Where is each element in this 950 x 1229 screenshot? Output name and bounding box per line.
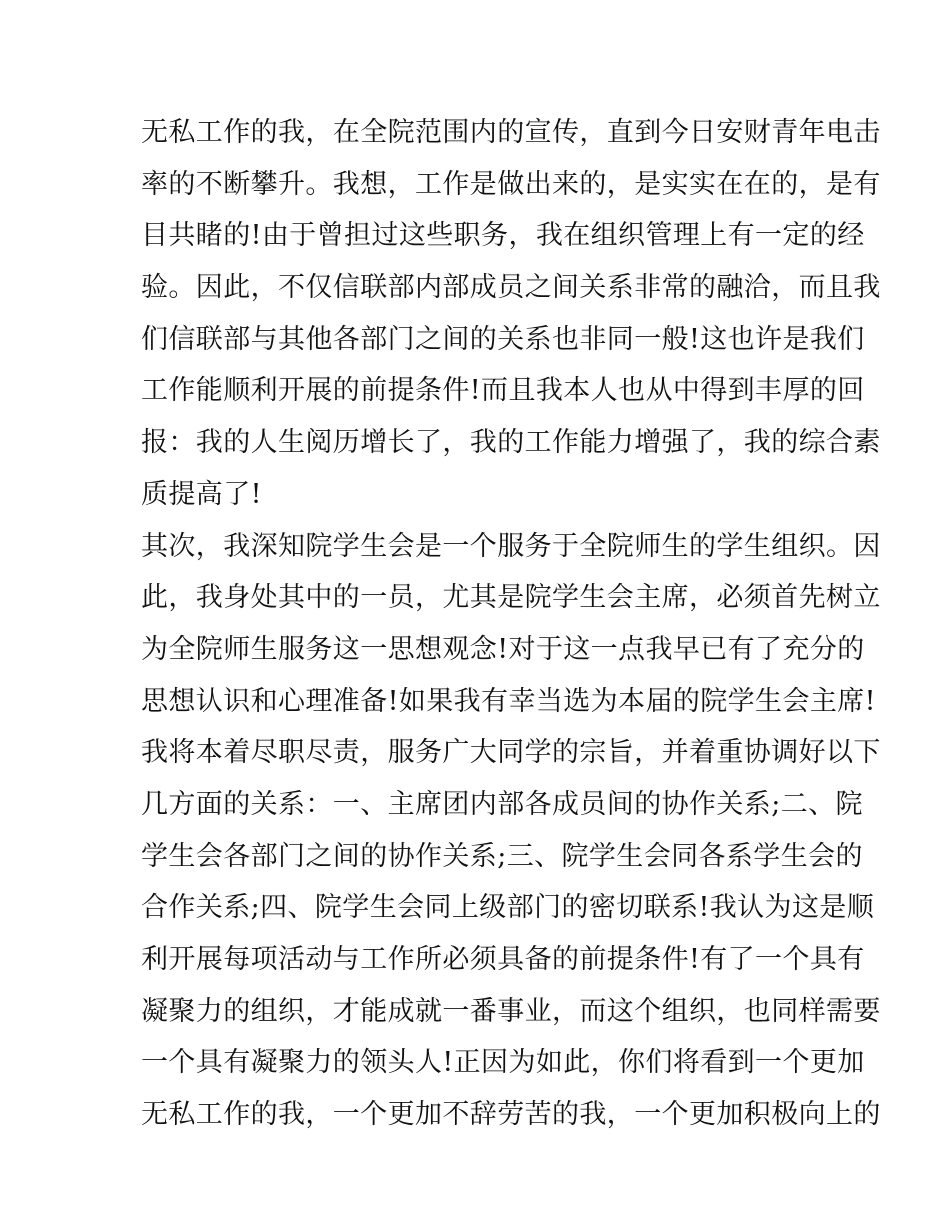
text-line: 其次，我深知院学生会是一个服务于全院师生的学生组织。因 xyxy=(141,530,881,562)
text-line: 合作关系;四、院学生会同上级部门的密切联系!我认为这是顺 xyxy=(141,892,875,924)
text-line: 思想认识和心理准备!如果我有幸当选为本届的院学生会主席! xyxy=(141,685,876,717)
text-line: 目共睹的!由于曾担过这些职务，我在组织管理上有一定的经 xyxy=(141,220,865,252)
text-line: 我将本着尽职尽责，服务广大同学的宗旨，并着重协调好以下 xyxy=(141,737,881,769)
text-line: 一个具有凝聚力的领头人!正因为如此，你们将看到一个更加 xyxy=(141,1047,865,1079)
text-line: 率的不断攀升。我想，工作是做出来的，是实实在在的，是有 xyxy=(141,168,881,200)
text-line: 报：我的人生阅历增长了，我的工作能力增强了，我的综合素 xyxy=(141,427,881,459)
text-line: 为全院师生服务这一思想观念!对于这一点我早已有了充分的 xyxy=(141,633,865,665)
text-line: 们信联部与其他各部门之间的关系也非同一般!这也许是我们 xyxy=(141,323,865,355)
text-line: 凝聚力的组织，才能成就一番事业，而这个组织，也同样需要 xyxy=(141,995,881,1027)
text-line: 无私工作的我，在全院范围内的宣传，直到今日安财青年电击 xyxy=(141,117,881,148)
text-line: 无私工作的我，一个更加不辞劳苦的我，一个更加积极向上的 xyxy=(141,1099,881,1131)
text-line: 学生会各部门之间的协作关系;三、院学生会同各系学生会的 xyxy=(141,840,863,872)
text-line: 几方面的关系：一、主席团内部各成员间的协作关系;二、院 xyxy=(141,788,863,820)
text-line: 验。因此，不仅信联部内部成员之间关系非常的融洽，而且我 xyxy=(141,272,881,304)
text-line: 利开展每项活动与工作所必须具备的前提条件!有了一个具有 xyxy=(141,944,865,975)
body-text xyxy=(141,107,881,1141)
text-line: 质提高了! xyxy=(141,478,262,510)
text-line: 此，我身处其中的一员，尤其是院学生会主席，必须首先树立 xyxy=(141,582,881,614)
text-line: 工作能顺利开展的前提条件!而且我本人也从中得到丰厚的回 xyxy=(141,375,865,407)
